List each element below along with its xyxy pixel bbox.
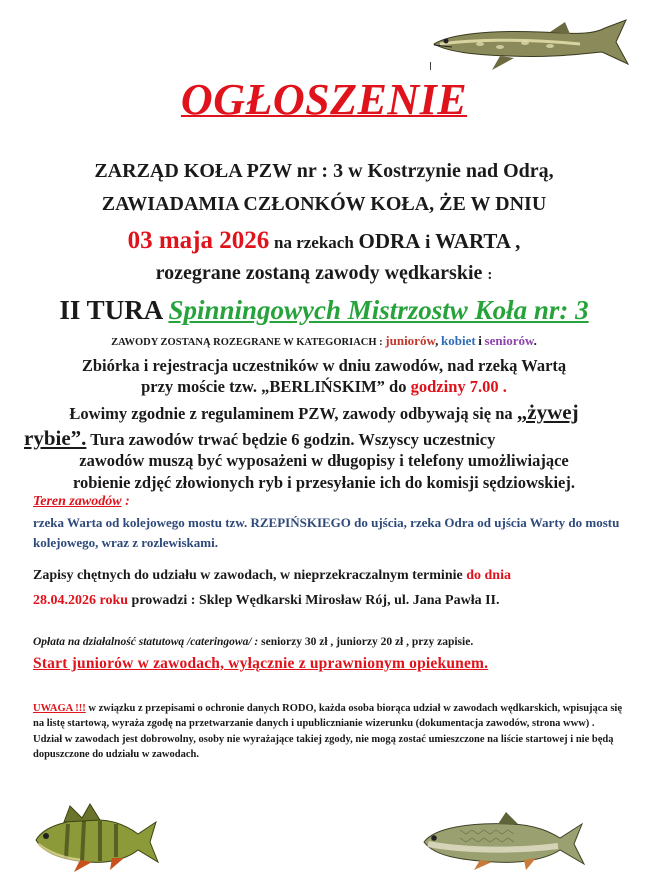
rules-line-1 (0, 400, 648, 425)
registration-text: Zapisy chętnych do udziału w zawodach, w nieprzekraczalnym terminie (33, 568, 467, 583)
competition-line: rozegrane zostaną zawody wędkarskie (155, 262, 483, 284)
competition-colon: : (487, 267, 493, 283)
rules-line-4: robienie zdjęć złowionych ryb i przesyłanie ich do komisji sędziowskiej. (72, 473, 575, 492)
pike-fish-image (430, 14, 630, 74)
registration-deadline: 28.04.2026 (33, 593, 96, 608)
categories-and: i (478, 333, 482, 348)
rivers-prefix: na rzekach (274, 233, 354, 252)
perch-fish-image (30, 800, 160, 875)
registration-deadline-prefix: do dnia (466, 568, 511, 583)
registration-line-2: 28.04.2026 roku prowadzi : Sklep Wędkarski Mirosław Rój, ul. Jana Pawła II. (33, 593, 500, 608)
fishing-rod-line (430, 62, 431, 70)
tour-name: Spinningowych Mistrzostw Koła nr: 3 (168, 295, 589, 325)
header-line-2: ZAWIADAMIA CZŁONKÓW KOŁA, ŻE W DNIU (101, 193, 547, 215)
tour-title (0, 295, 648, 326)
live-fish-1: „żywej (516, 400, 579, 424)
rules-line-3: zawodów muszą być wyposażeni w długopisy i telefony umożliwiające (79, 451, 569, 470)
rules-text-2: Tura zawodów trwać będzie 6 godzin. Wszyscy uczestnicy (90, 430, 496, 449)
category-seniors: seniorów (484, 333, 534, 348)
category-women: kobiet (441, 333, 476, 348)
header-line-4 (0, 262, 648, 285)
header-line-1: ZARZĄD KOŁA PZW nr : 3 w Kostrzynie nad Odrą, (94, 160, 554, 182)
rules-text-1: Łowimy zgodnie z regulaminem PZW, zawody odbywają się na (69, 404, 513, 423)
meeting-line-2 (0, 377, 648, 397)
registration-shop: prowadzi : Sklep Wędkarski Mirosław Rój, ul. Jana Pawła II. (128, 593, 500, 608)
river-warta: WARTA , (435, 229, 521, 253)
page-title: OGŁOSZENIE (180, 75, 468, 124)
chub-fish-image (420, 810, 585, 872)
rules-line-2 (24, 426, 648, 451)
river-odra: ODRA (358, 229, 421, 253)
live-fish-2: rybie”. (24, 426, 87, 450)
meeting-place: przy moście tzw. „BERLIŃSKIM” do (141, 377, 407, 396)
rivers-and: i (425, 232, 431, 253)
rodo-warning (33, 701, 623, 762)
registration-line-1 (33, 568, 511, 584)
meeting-line-1: Zbiórka i rejestracja uczestników w dniu zawodów, nad rzeką Wartą (81, 356, 567, 375)
warning-text: w związku z przepisami o ochronie danych RODO, każda osoba biorąca udział w zawodach wędkarskich, wpisująca się na listę startową, wyraża zgodę na przetwarzanie danych i upublicznianie wizerunku (dokumentacja zawodów, strona www) . Udział w zawodach jest dobrowolny, osoby nie wyrażające takiej zgody, nie mogą zostać umieszczone na liście startowej i nie będą dopuszczone do udziału w zawodach. (33, 703, 623, 760)
tour-number: II TURA (59, 295, 162, 325)
header-line-3 (0, 227, 648, 255)
area-label: Teren zawodów : (33, 494, 130, 509)
categories-line: ZAWODY ZOSTANĄ ROZEGRANE W KATEGORIACH : juniorów, kobiet i seniorów. (111, 333, 537, 348)
categories-prefix: ZAWODY ZOSTANĄ ROZEGRANE W KATEGORIACH : (111, 337, 383, 348)
juniors-start-note: Start juniorów w zawodach, wyłącznie z uprawnionym opiekunem. (33, 655, 489, 672)
fee-amounts: seniorzy 30 zł , juniorzy 20 zł , przy zapisie. (258, 636, 474, 648)
meeting-time: godziny 7.00 . (410, 377, 507, 396)
area-description: rzeka Warta od kolejowego mostu tzw. RZEPIŃSKIEGO do ujścia, rzeka Odra od ujścia Warty do mostu kolejowego, wraz z rozlewiskami. (33, 515, 620, 550)
fee-line (33, 636, 473, 648)
category-juniors: juniorów (385, 333, 436, 348)
fee-label: Opłata na działalność statutową /cateringowa/ : (33, 636, 259, 648)
event-date: 03 maja 2026 (127, 227, 270, 254)
warning-label: UWAGA !!! (33, 703, 86, 714)
